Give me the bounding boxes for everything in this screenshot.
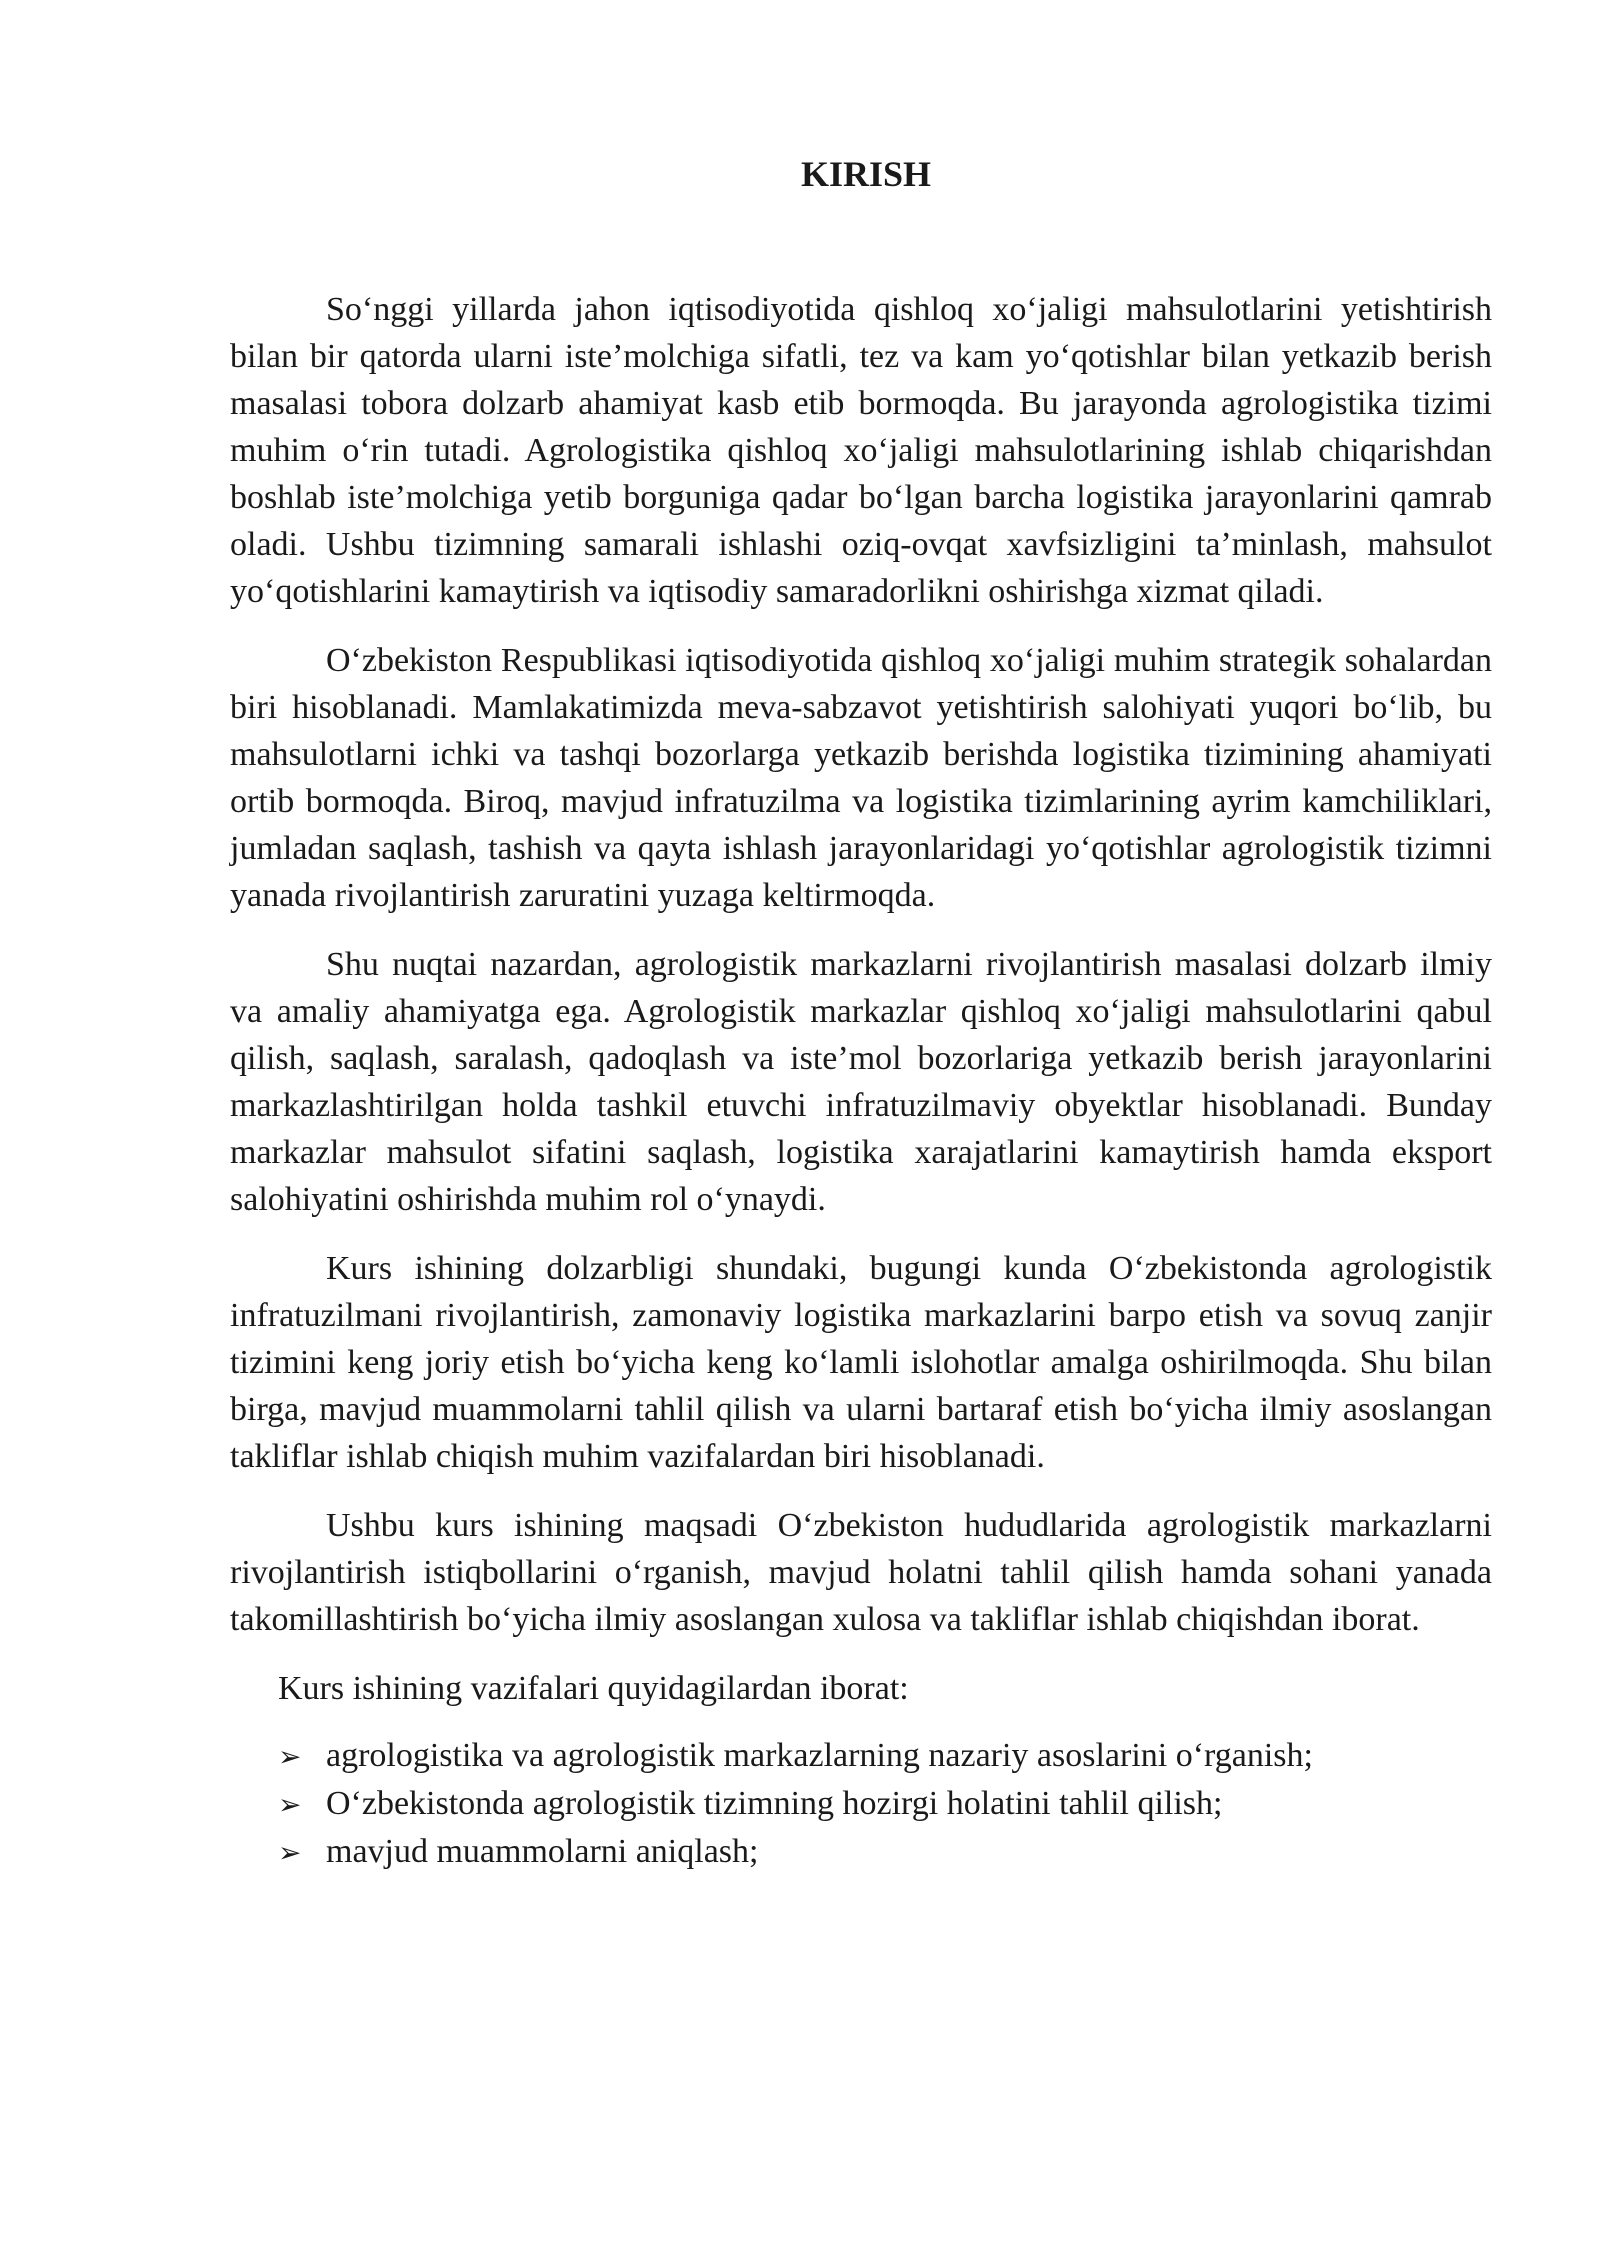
page-title: KIRISH — [800, 154, 932, 194]
paragraph-agrologistic-centers: Shu nuqtai nazardan, agrologistik markazlarni rivojlantirish masalasi dolzarb ilmiy va amaliy ahamiyatga ega. Agrologistik markazlar qishloq xo‘jaligi mahsulotlarini qabul qilish, saqlash, saralash, qadoqlash va iste’mol bozorlariga yetkazib berish jarayonlarini markazlashtirilgan holda tashkil etuvchi infratuzilmaviy obyektlar hisoblanadi. Bunday markazlar mahsulot sifatini saqlash, logistika xarajatlarini kamaytirish hamda eksport salohiyatini oshirishda muhim rol o‘ynaydi. — [230, 946, 1492, 1218]
list-item — [278, 1780, 1492, 1828]
list-item-text: O‘zbekistonda agrologistik tizimning hozirgi holatini tahlil qilish; — [326, 1785, 1223, 1822]
tasks-intro: Kurs ishining vazifalari quyidagilardan iborat: — [278, 1670, 909, 1707]
paragraph-uzbekistan-agriculture: O‘zbekiston Respublikasi iqtisodiyotida qishloq xo‘jaligi muhim strategik sohalardan biri hisoblanadi. Mamlakatimizda meva-sabzavot yetishtirish salohiyati yuqori bo‘lib, bu mahsulotlarni ichki va tashqi bozorlarga yetkazib berishda logistika tizimining ahamiyati ortib bormoqda. Biroq, mavjud infratuzilma va logistika tizimlarining ayrim kamchiliklari, jumladan saqlash, tashish va qayta ishlash jarayonlaridagi yo‘qotishlar agrologistik tizimni yanada rivojlantirish zaruratini yuzaga keltirmoqda. — [230, 642, 1492, 914]
tasks-list — [230, 1732, 1492, 1876]
document-page — [230, 150, 1492, 1876]
arrow-bullet-icon: ➢ — [278, 1740, 302, 1773]
list-item-text: agrologistika va agrologistik markazlarning nazariy asoslarini o‘rganish; — [326, 1737, 1313, 1774]
paragraph-intro: So‘nggi yillarda jahon iqtisodiyotida qishloq xo‘jaligi mahsulotlarini yetishtirish bilan bir qatorda ularni iste’molchiga sifatli, tez va kam yo‘qotishlar bilan yetkazib berish masalasi tobora dolzarb ahamiyat kasb etib bormoqda. Bu jarayonda agrologistika tizimi muhim o‘rin tutadi. Agrologistika qishloq xo‘jaligi mahsulotlarining ishlab chiqarishdan boshlab iste’molchiga yetib borguniga qadar bo‘lgan barcha logistika jarayonlarini qamrab oladi. Ushbu tizimning samarali ishlashi oziq-ovqat xavfsizligini ta’minlash, mahsulot yo‘qotishlarini kamaytirish va iqtisodiy samaradorlikni oshirishga xizmat qiladi. — [230, 291, 1492, 610]
list-item-text: mavjud muammolarni aniqlash; — [326, 1833, 759, 1870]
paragraph-goal: Ushbu kurs ishining maqsadi O‘zbekiston hududlarida agrologistik markazlarni rivojlantirish istiqbollarini o‘rganish, mavjud holatni tahlil qilish hamda sohani yanada takomillashtirish bo‘yicha ilmiy asoslangan xulosa va takliflar ishlab chiqishdan iborat. — [230, 1507, 1492, 1638]
paragraph-relevance: Kurs ishining dolzarbligi shundaki, bugungi kunda O‘zbekistonda agrologistik infratuzilmani rivojlantirish, zamonaviy logistika markazlarini barpo etish va sovuq zanjir tizimini keng joriy etish bo‘yicha keng ko‘lamli islohotlar amalga oshirilmoqda. Shu bilan birga, mavjud muammolarni tahlil qilish va ularni bartaraf etish bo‘yicha ilmiy asoslangan takliflar ishlab chiqish muhim vazifalardan biri hisoblanadi. — [230, 1250, 1492, 1475]
arrow-bullet-icon: ➢ — [278, 1788, 302, 1821]
list-item — [278, 1828, 1492, 1876]
list-item — [278, 1732, 1492, 1780]
arrow-bullet-icon: ➢ — [278, 1836, 302, 1869]
